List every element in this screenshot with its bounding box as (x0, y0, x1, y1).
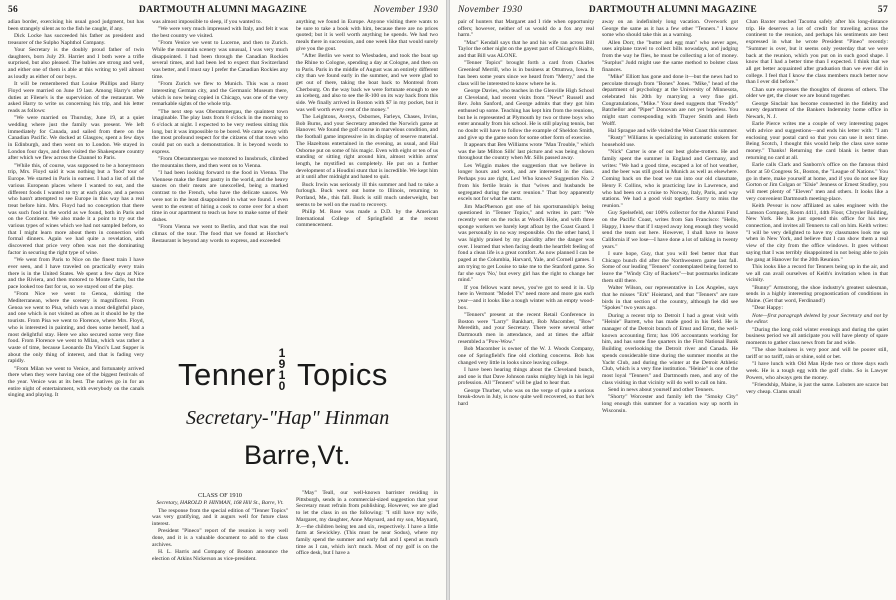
left-column-3-lower (296, 490, 438, 592)
paragraph: Guy Spelsefeld, our 100% collector for the Alumni Fund on the Pacific Coast, writes from San Francisco: "Hello, Happy, I knew that if I stayed away long enough they would send the team out here. However, I shall have to leave California if we lose—I have done a lot of talking in twenty years." (602, 210, 738, 250)
magazine-title: DARTMOUTH ALUMNI MAGAZINE (588, 5, 758, 15)
paragraph: George Sinclair has become connected in the fidelity and surety department of the Bankers Indemnity home office in Newark, N. J. (746, 100, 888, 121)
left-column-1 (8, 19, 144, 592)
page-number: 57 (877, 5, 888, 15)
paragraph: "During the long cold winter evenings and during the quiet business period we all anticipate you will have plenty of spare moments to gather class news from far and wide. (746, 326, 888, 346)
secretary-address: Secretary, HAROLD P. HINMAN, 168 Hill St., Barre, Vt. (156, 500, 284, 507)
paragraph: "Dear Happy: (752, 305, 784, 312)
paragraph: The Leightons, Averys, Osbornes, Farleys, Chases, Irvins, Bob Burns, and your Secretary attended the Norwich game at Hanover. We found the golf course in marvelous condition, and the football game impressive in its display of reserve material. The Hazeltons entertained in the evening, as usual, and Hal Osborne put on some of his magic. Even with eight or ten of us standing or sitting right around him, almost within arms' length, he mystified us completely. He put on a further development of a Houdini stunt that is incredible. We kept him at it until after midnight and hated to quit. (296, 114, 438, 181)
year-digit: 1 (278, 368, 286, 382)
paragraph: If you fellows want news, you've got to send it in. Up here in Vermont "Model T's" need more and more gas each year—and it looks like a tough winter with an empty wood-box. (458, 284, 594, 311)
paragraph: "I had been looking forward to the food in Vienna. The Viennese make the finest pastry in the world, and the heavy sauces on their meats are unexcelled, being a marked contrast to the French, who have the delicate sauces. We were not in the least disappointed in what we found. I even went to the extent of hiring a cook to come over for a short time in our apartment to teach us how to make some of their dishes. (152, 170, 288, 223)
paragraph: Hal Sprague and wife visited the West Coast this summer. (608, 128, 738, 135)
paragraph: I sure hope, Guy, that you will feel better that that Chicago bunch did after the Northwestern game last fall. Some of our leading "Tenners" contemplated being forced to leave the "Windy City of Rackets"—but postmarks indicate them still there. (602, 251, 738, 284)
paragraph: This looks like a record for Tenners being up in the air, and we all can avail ourselves of Keith's invitation when in that vicinity. (746, 263, 888, 284)
paragraph: "From Vienna we went to Berlin, and that was the real climax of the tour. The food that we found at Horcher's Restaurant is beyond any words to express, and exceeded (152, 224, 288, 244)
right-page (450, 0, 896, 600)
paragraph: Philip M. Rose was made a D.D. by the American International College of Springfield at the recent commencement. (296, 209, 438, 229)
masthead-title-row (152, 348, 440, 400)
paragraph: During a recent trip to Detroit I had a great visit with "Heinie" Barrett, who has made good in his field. He is manager of the Detroit branch of Ernst and Ernst, the well-known accounting firm; has 106 accountants working for him, and has some fine quarters in the First National Bank Building overlooking the Detroit river and Canada. He spends considerable time during the summer months at the Yacht Club, and during the winter at the Detroit Athletic Club, which is a very fine institution. "Heinie" is one of the most loyal "Tenners" and Dartmouth men, and any of the class visiting in that vicinity will do well to call on him. (602, 312, 738, 386)
paragraph: "We went from Paris to Nice on the finest train I have ever seen, and I have traveled on practically every train there is in the United States. We spent a few days at Nice and the Riviera, and then motored to Monte Carlo, but the pace looked too fast for us, so we stayed out of the play. (8, 257, 144, 290)
paragraph: Earle calls Clark and Sanborn's office on the famous third floor at 50 Congress St., Boston, the "League of Nations." You go in there, make yourself at home, and if you do not see Ray Gorton or Jim Colgan or "Elsie" Jenness or Ernest Studley, you will meet plenty of "Eleven" men and others. It looks like a very convenient Dartmouth meeting-place. (746, 162, 888, 202)
paragraph: "After Berlin we went to Wiesbaden, and took the boat up the Rhine to Cologne, spending a day at Cologne, and then on to Paris. Paris in the middle of August was an entirely different city than we found early in the summer, and we were glad to get out of there, taking the boat back to Montreal from Cherbourg. On the way back we were fortunate enough to see an iceberg, and also to see the R-100 on its way back from this side. We finally arrived in Boston with $7 in my pocket, but it was well worth every cent of the money." (296, 53, 438, 113)
left-page-header (8, 5, 438, 17)
paragraph: "Shorty" Worcester and family left the "Smoky City" long enough this summer for a vacation way up north in Wisconsin. (602, 394, 738, 414)
paragraph: Chan sure expresses the thoughts of dozens of others. The older we get, the closer we are bound together. (746, 86, 888, 100)
left-column-2-lower (152, 490, 288, 592)
editor-note: Note—first paragraph deleted by your Secretary and not by the editor. (746, 312, 888, 326)
paragraph: "From Venice we went to Lucerne, and then to Zurich. While the mountain scenery was unusual, I was very much disappointed. I had been through the Canadian Rockies several times, and had been led to expect that Switzerland was better, and I must say I prefer the Canadian Rockies any time. (152, 40, 288, 80)
right-column-3 (746, 19, 888, 592)
paragraph: "From Zurich we flew to Munich. This was a most interesting German city, and the Germanic Museum there, which is now being copied in Chicago, was one of the very remarkable sights of the whole trip. (152, 81, 288, 108)
paragraph: "From Milan we went to Venice, and fortunately arrived there when they were having one of the biggest festivals of the year. Venice was at its best. The natives go in for an entire night of entertainment, with everybody on the canals singing and playing. It (8, 365, 144, 399)
paragraph: Buck Irwin was seriously ill this summer and had to take a furlough. Buck went out home to Illinois, returning to Portland, Me., this fall. Buck is still much underweight, but seems to be well on the road to recovery. (296, 181, 438, 208)
right-page-header (458, 5, 888, 17)
right-column-1 (458, 19, 594, 592)
issue-date: November 1930 (458, 5, 523, 15)
paragraph: "From Nice we went to Genoa, skirting the Mediterranean, where the scenery is magnificent. From Genoa we went to Pisa, which was a most delightful place, and one which is not visited as often as it should be by the tourists. From Pisa we went to Florence, where Mrs. Floyd, who is interested in painting, and does some herself, had a most delightful stay. Here we also secured some very fine food. From Florence we went to Milan, which was rather a waste of time, because Leonardo Da Vinci's Last Supper is about the only thing of interest, and that is fading very rapidly. (8, 291, 144, 365)
year-digit: 0 (278, 379, 286, 393)
paragraph: Your Secretary is the doubly proud father of twin daughters, born July 29. Harriet and I both were a trifle surprised, but also pleased. The babies are strong and well, and either one of them is able at this writing to yell almost as loudly as either of our boys. (8, 47, 144, 80)
masthead-secretary-line: Secretary-"Hap" Hinman (186, 407, 390, 429)
paragraph: "Nick" Carter is one of our best globe-trotters. He and family spent the summer in England and Germany, and writes: "We had a good time, escaped a lot of hot weather, and the beer was still good in Munich as well as elsewhere. Coming back on the boat we ran into our old classmate, Henry F. Collins, who is practicing law in Lawrence, and who had been on a cruise to Norway, Italy, Paris, and way stations. We had a good visit together. Sorry to miss the reunion." (602, 149, 738, 209)
paragraph: "The next step was Oberammergau, the quaintest town imaginable. The play lasts from 8 o'clock in the morning to 6 o'clock at night. I expected to be very restless sitting this long, but it was impossible to be bored. We came away with the most profound respect for the citizens of that town who could put on such a demonstration. It is beyond words to express. (152, 108, 288, 155)
paragraph: "Bunny" Armstrong, the shoe industry's greatest salesman, sends in a highly interesting prognostication of conditions in Maine. (Get that word, Ferdinand!) (746, 284, 888, 304)
paragraph: H. L. Harris and Company of Boston announce the election of Atkins Nickerson as vice-president. (152, 549, 288, 562)
paragraph: "May" Teall, our well-known barrister residing in Pittsburgh, sends in a commercial-sized suggestion that your Secretary must refrain from publishing. However, we are glad to let the class in on the following: "I still have my wife, Margaret, my daughter, Anne Maynard, and my son, Maynard, Jr.—the children being ten and six, respectively. I have a little farm at Sewickley. (This must be near Sodus), where my family spend the summer and early fall and I spend as much time as I can, which isn't much. Most of my golf is on the office desk, but I have a (296, 490, 438, 557)
paragraph: "Mac" Kendall says that he and his wife ran across Bill Taylor the other night on the gayest part of Chicago's Rialto, and that Bill was ALONE. (458, 39, 594, 60)
paragraph: "I have lunch with Old Man Hyde two or three days each week. He is a tough egg with the golf clubs. So is Lawyer Powers, who always gets the money. (746, 361, 888, 381)
page-number: 56 (8, 5, 19, 15)
paragraph: Allen Dorr, the "butter and egg man" who never ages, uses airplane travel to collect bills nowadays, and judging from the way he flies, he must be collecting a lot of money. "Surplus" Judd might use the same method to bolster class finances. (602, 39, 738, 73)
paragraph: Chan Baxter reached Tacoma safely after his long-distance trip. He deserves a lot of credit for traveling across the continent to the reunion, and perhaps his sentiments are best expressed in what he wrote President "Pineo" recently: "Summer is over, but it seems only yesterday that we were back at the reunion, which you put on in such good shape. I know that I had a better time than I expected. I think that we all get better acquainted after graduation than we ever did in college. I feel that I know the class members much better now than I ever did before." (746, 19, 888, 86)
paragraph: The response from the special edition of "Tenner Topics" was very gratifying, and it augurs well for future class interest. (152, 507, 288, 527)
paragraph: "While this, of course, was supposed to be a honeymoon trip, Mrs. Floyd said it was nothing but a 'food' tour of Europe. We started in Paris in earnest. I had a list of all the various European places where I wanted to eat, and the different foods I wanted to try at each place, and a person who hasn't attempted to see Europe in this way has a real treat before him. Mrs. Floyd had no conception that there was such food in the world as we found, both in Paris and on the Continent. We also made it a point to try out the various types of wines which we had not sampled before, so that I might learn more about them in connection with formal dinners. Again we had quite a revelation, and discovered that price very often was not the dominating factor in securing the right type of wine. (8, 162, 144, 256)
paragraph: Keith Pevear is now affiliated as sales engineer with the Lamson Company, Room 4411, 44th Floor, Chrysler Building, New York. He has just opened this office for his new connection, and invites all Tenners to call on him. Keith writes: "I will be very delighted to have my classmates look me up when in New York, and believe that I can show them a real view of the city from the office windows. It goes without saying that I was terribly disappointed in not being able to join the gang at Hanover for the 20th Reunion." (746, 202, 888, 263)
paragraph: It appears that Ben Williams wrote "Man Trouble," which was the late Milton Sills' last picture and was being shown throughout the country when Mr. Sills passed away. (458, 142, 594, 162)
paragraph: President "Pineco" report of the reunion is very well done, and it is a valuable document to add to the class archives. (152, 528, 288, 548)
masthead-town: Barre,Vt. (244, 440, 351, 470)
paragraph: "We were married on Thursday, June 19, at a quiet wedding where just the family was present. We left immediately for Canada, and sailed from there on the Canadian Pacific. We docked at Glasgow, spent a few days in Edinburgh, and then went on to London. We stayed in London four days, and then visited the Shakespeare country after which we flew across the Channel to Paris. (8, 115, 144, 162)
paragraph: Bob Macomber is owner of the W. J. Woods Company, one of Springfield's fine old clothing concerns. Bob has changed very little in looks since leaving college. (458, 346, 594, 366)
paragraph: Send in news about yourself and other Tenners. (608, 386, 715, 393)
paragraph: adian border, exercising his usual good judgment, but has been strangely silent as to the fish he caught, if any. (8, 19, 144, 32)
masthead-word-tenner: Tenner (178, 357, 276, 392)
paragraph: Les Wiggin makes the suggestion that we believe in longer hours and work, and are interested in the class. Perhaps you are right, Les! Who knows? Suggestion No. 2 from his fertile brain is that "wives and husbands be segregated during the next reunion." That boy apparently excels not for what he starts. (458, 162, 594, 203)
paragraph: "Mike" Elliott has gone and done it—but the news had to percolate through from "Bones" Jones. "Mike," head of the department of psychology at the University of Minnesota, celebrated his 20th by marrying a very fine girl. Congratulations, "Mike." Your deed suggests that "Freddy" Batchellor and "Piper" Donovan are not yet hopeless. You might start corresponding with Thayer Smith and Herb Wolff. (602, 73, 738, 127)
left-column-2 (152, 19, 288, 338)
paragraph: Dick Locke has succeeded his father as president and treasurer of the Sulpho Naphthol Company. (8, 33, 144, 46)
paragraph: Jim MacPherson got one of his sportsmanship's being questioned in "Tenner Topics," and writes in part: "We recently went on the rocks at Wood's Hole, and with three sponge workers we barely kept afloat by the Coast Guard. I was personally in no way responsible. On the other hand, I was highly praised by my placidity after the danger was over. I learned that when facing death the heartfelt feeling of fond a clean life is a great comfort. As now planned I can be paged at the Columbia, Harvard, Yale, and Cornell games. I am trying to get Louise to take me to the Stanford game. So far she says 'No,' but every girl has the right to change her mind." (458, 203, 594, 284)
masthead-class-year (275, 348, 289, 392)
paragraph: "The shoe business is very poor and will be poorer still, tariff or no tariff, rain or shine, sold or bet. (746, 347, 888, 360)
right-column-2 (602, 19, 738, 592)
paragraph: "Tenner Topics" brought forth a card from Charles Greenleaf Merrill, who is in business at Ottumwa, Iowa. It has been some years since we heard from "Merry," and the class will be interested to know where he is. (458, 60, 594, 87)
paragraph: pair of hunters that Margaret and I ride when opportunity offers; however, neither of us would do a fox any real harm." (458, 19, 594, 39)
left-page (0, 0, 446, 600)
paragraph: George Davies, who teaches in the Glenville High School at Cleveland, had recent visits from "Newt" Russell and Rev. John Sanford, and George admits that they got him enthused up some. Teaching has kept him from the reunions, but he is represented at Plymouth by two or three boys who enter annually from his school. He is still playing tennis, but no doubt will have to follow the example of Sheldon Smith, and give up the game soon for some other form of exercise. (458, 87, 594, 141)
paragraph: Walter Wilson, our representative in Los Angeles, says that he misses "Erk" Hoistand, and that "Tenners" are rare birds in that section of the country, although he did see "Spokes" two years ago. (602, 285, 738, 312)
paragraph: I have been hearing things about the Cleveland bunch, and one is that Dave Johnson ranks mighty high in his legal profession. All "Tenners" will be glad to hear that. (458, 366, 594, 387)
paragraph: It will be remembered that Louise Phillips and Harry Floyd were married on June 19 last. Among Harry's other duties at Filene's is the supervision of the restaurant. We asked Harry to write us concerning his trip, and his letter reads as follows: (8, 81, 144, 114)
paragraph: George Thurber, who was on the verge of quite a serious break-down in July, is now quite well recovered, so that he's hard (458, 387, 594, 407)
paragraph: was almost impossible to sleep, if you wanted to. (152, 19, 262, 25)
year-digit: 1 (278, 346, 286, 360)
paragraph: "From Oberammergau we motored to Innsbruck, climbed the mountains there, and then went on to Vienna. (152, 156, 288, 169)
class-heading: CLASS OF 1910 (197, 492, 243, 499)
paragraph: "Friendship, Maine, is just the same. Lobsters are scarce but very cheap. Clams small (746, 381, 888, 395)
paragraph: Earle Pierce writes me a couple of very interesting pages with advice and suggestions—and ends his letter with: "I am enclosing your postal card so that you can use it next time. Being Scotch, I thought this would help the class save some money." Thanks! Returning the card blank is better than returning no card at all. (746, 121, 888, 161)
paragraph: "Rusty" Williams is specializing in automatic stokers for household use. (602, 135, 738, 149)
paragraph: "Tenners" present at the recent Retail Conference in Boston were "Larry" Bankhart, Bob Macomber, "Bow" Meredith, and your Secretary. There were several other Dartmouth men in attendance, and at times the affair resembled a "Pow-Wow." (458, 311, 594, 345)
left-column-3 (296, 19, 438, 338)
magazine-title: DARTMOUTH ALUMNI MAGAZINE (138, 5, 308, 15)
paragraph: away on an indefinitely long vacation. Overwork got George the same as it has a few other "Tenners." I know some who should take this as a warning. (602, 19, 738, 39)
paragraph: "We were very much impressed with Italy, and felt it was the best country we visited. (152, 26, 288, 39)
year-digit: 9 (278, 357, 286, 371)
paragraph: anything we found in Europe. Anyone visiting there wants to be sure to take a book with him, because there are no prices quoted; but it is well worth anything he spends. We had two meals there in succession, and one week like that would surely give you the gout. (296, 19, 438, 52)
masthead-word-topics: Topics (297, 357, 388, 392)
issue-date: November 1930 (373, 5, 438, 15)
